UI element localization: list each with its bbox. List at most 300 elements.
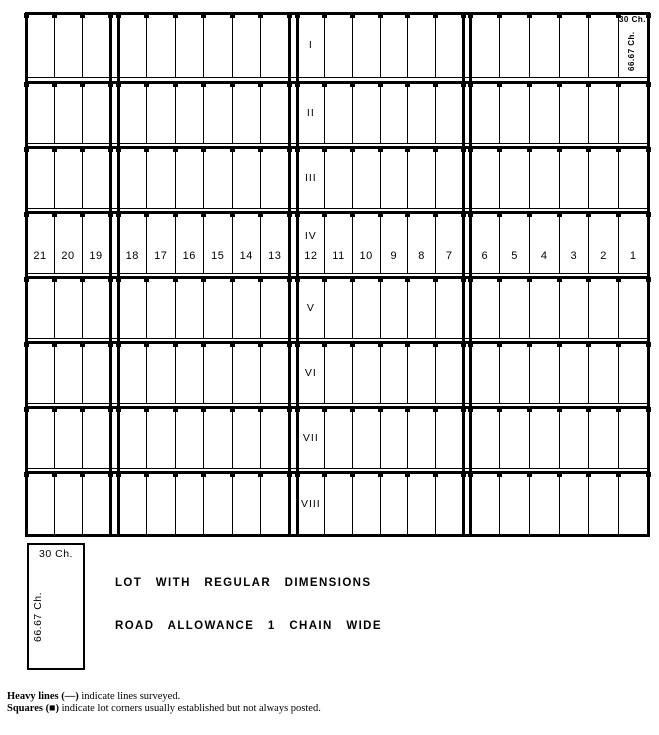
lot-line (352, 82, 353, 143)
lot-corner-square (586, 147, 591, 152)
lot-line (352, 277, 353, 338)
concession-numeral: II (306, 106, 315, 119)
lot-corner-square (616, 277, 621, 282)
lot-corner-square (646, 342, 651, 347)
lot-line (407, 147, 408, 208)
corner-lot-width-label: 30 Ch. (618, 15, 646, 24)
lot-line (499, 342, 500, 403)
surveyed-line-vertical (117, 12, 120, 537)
lot-corner-square (173, 147, 178, 152)
lot-line (324, 407, 325, 468)
lot-corner-square (116, 342, 121, 347)
lot-corner-square (24, 277, 29, 282)
lot-corner-square (230, 342, 235, 347)
lot-corner-square (461, 13, 466, 18)
lot-line (380, 277, 381, 338)
lot-corner-square (433, 13, 438, 18)
lot-line (352, 472, 353, 535)
lot-line (380, 407, 381, 468)
lot-corner-square (497, 472, 502, 477)
lot-line (529, 342, 530, 403)
lot-line (203, 13, 204, 77)
lot-line (54, 212, 55, 273)
lot-corner-square (527, 82, 532, 87)
lot-line (175, 82, 176, 143)
lot-corner-square (173, 212, 178, 217)
lot-corner-square (144, 82, 149, 87)
lot-corner-square (80, 82, 85, 87)
lot-corner-square (433, 212, 438, 217)
lot-corner-square (258, 147, 263, 152)
lot-corner-square (173, 342, 178, 347)
lot-corner-square (468, 82, 473, 87)
footnote-squares (7, 703, 321, 715)
lot-corner-square (108, 147, 113, 152)
lot-corner-square (258, 342, 263, 347)
lot-corner-square (405, 13, 410, 18)
lot-corner-square (378, 13, 383, 18)
lot-line (175, 212, 176, 273)
lot-line (146, 407, 147, 468)
lot-line (324, 342, 325, 403)
lot-corner-square (173, 13, 178, 18)
lot-line (203, 147, 204, 208)
lot-corner-square (646, 147, 651, 152)
lot-corner-square (350, 212, 355, 217)
lot-line (54, 407, 55, 468)
lot-line (54, 13, 55, 77)
lot-line (203, 407, 204, 468)
lot-line (324, 147, 325, 208)
corner-lot-depth-label: 66.67 Ch. (627, 31, 636, 71)
lot-corner-square (646, 472, 651, 477)
lot-corner-square (173, 277, 178, 282)
lot-corner-square (116, 212, 121, 217)
lot-corner-square (557, 82, 562, 87)
lot-line (324, 472, 325, 535)
lot-corner-square (80, 277, 85, 282)
lot-line (54, 82, 55, 143)
lot-line (588, 342, 589, 403)
lot-line (559, 407, 560, 468)
lot-corner-square (497, 82, 502, 87)
lot-corner-square (108, 212, 113, 217)
lot-corner-square (433, 342, 438, 347)
legend-lot-depth-label: 66.67 Ch. (32, 591, 44, 643)
lot-line (146, 277, 147, 338)
lot-corner-square (24, 13, 29, 18)
lot-corner-square (616, 472, 621, 477)
lot-corner-square (52, 407, 57, 412)
lot-line (175, 277, 176, 338)
lot-line (232, 13, 233, 77)
lot-corner-square (350, 82, 355, 87)
lot-line (407, 82, 408, 143)
lot-corner-square (80, 342, 85, 347)
lot-corner-square (116, 82, 121, 87)
lot-corner-square (616, 212, 621, 217)
lot-corner-square (350, 472, 355, 477)
lot-corner-square (378, 147, 383, 152)
lot-corner-square (287, 277, 292, 282)
lot-line (499, 472, 500, 535)
concession-bottom-line (26, 468, 648, 469)
lot-corner-square (80, 407, 85, 412)
lot-corner-square (230, 212, 235, 217)
lot-line (407, 472, 408, 535)
lot-corner-square (295, 212, 300, 217)
lot-line (352, 342, 353, 403)
concession-numeral: I (308, 39, 313, 51)
lot-line (499, 147, 500, 208)
lot-number: 17 (154, 250, 168, 262)
lot-corner-square (527, 147, 532, 152)
lot-line (588, 147, 589, 208)
lot-line (618, 277, 619, 338)
lot-corner-square (295, 82, 300, 87)
lot-line (618, 82, 619, 143)
lot-line (435, 13, 436, 77)
lot-corner-square (557, 472, 562, 477)
lot-corner-square (461, 147, 466, 152)
lot-corner-square-symbol: (■) (45, 702, 59, 714)
lot-corner-square (108, 13, 113, 18)
lot-corner-square (258, 82, 263, 87)
lot-line (260, 82, 261, 143)
lot-corner-square (287, 147, 292, 152)
lot-line (232, 472, 233, 535)
lot-corner-square (258, 472, 263, 477)
lot-corner-square (230, 277, 235, 282)
lot-corner-square (24, 147, 29, 152)
lot-line (175, 342, 176, 403)
lot-line (618, 472, 619, 535)
lot-corner-square (201, 407, 206, 412)
lot-line (435, 277, 436, 338)
lot-line (380, 212, 381, 273)
lot-line (203, 212, 204, 273)
lot-line (260, 277, 261, 338)
lot-line (324, 212, 325, 273)
lot-corner-square (646, 82, 651, 87)
lot-corner-square (350, 147, 355, 152)
lot-line (618, 407, 619, 468)
lot-corner-square (433, 277, 438, 282)
lot-corner-square (557, 13, 562, 18)
lot-corner-square (433, 407, 438, 412)
lot-line (146, 13, 147, 77)
lot-corner-square (378, 407, 383, 412)
concession-numeral: VI (304, 366, 317, 379)
lot-line (352, 407, 353, 468)
lot-corner-square (586, 342, 591, 347)
lot-line (435, 147, 436, 208)
lot-line (146, 147, 147, 208)
lot-corner-square (173, 407, 178, 412)
lot-corner-square (24, 407, 29, 412)
lot-corner-square (230, 13, 235, 18)
lot-corner-square (616, 342, 621, 347)
lot-corner-square (52, 472, 57, 477)
lot-line (499, 407, 500, 468)
lot-corner-square (461, 277, 466, 282)
lot-corner-square (646, 212, 651, 217)
lot-corner-square (144, 407, 149, 412)
lot-number: 16 (182, 250, 196, 262)
lot-line (232, 212, 233, 273)
lot-number: 4 (540, 250, 548, 262)
lot-corner-square (322, 13, 327, 18)
lot-line (618, 147, 619, 208)
lot-corner-square (116, 407, 121, 412)
concession-numeral: V (306, 301, 315, 314)
footnote-text: indicate lot corners usually established but not always posted. (61, 702, 321, 714)
lot-corner-square (405, 472, 410, 477)
lot-corner-square (287, 13, 292, 18)
lot-corner-square (295, 277, 300, 282)
lot-corner-square (405, 407, 410, 412)
lot-corner-square (80, 147, 85, 152)
lot-line (559, 342, 560, 403)
lot-corner-square (287, 212, 292, 217)
lot-line (352, 13, 353, 77)
lot-corner-square (108, 472, 113, 477)
lot-corner-square (527, 407, 532, 412)
lot-line (407, 212, 408, 273)
lot-number: 6 (481, 250, 489, 262)
lot-corner-square (586, 212, 591, 217)
lot-corner-square (116, 13, 121, 18)
lot-corner-square (586, 13, 591, 18)
lot-corner-square (350, 277, 355, 282)
lot-corner-square (557, 407, 562, 412)
lot-corner-square (497, 407, 502, 412)
lot-line (203, 472, 204, 535)
lot-line (175, 472, 176, 535)
lot-corner-square (287, 342, 292, 347)
lot-corner-square (258, 407, 263, 412)
lot-number: 8 (418, 250, 425, 262)
lot-line (529, 407, 530, 468)
lot-corner-square (24, 472, 29, 477)
surveyed-line-vertical (469, 12, 472, 537)
lot-number: 20 (61, 250, 75, 262)
lot-line (380, 147, 381, 208)
lot-corner-square (586, 472, 591, 477)
lot-corner-square (322, 212, 327, 217)
lot-corner-square (201, 147, 206, 152)
lot-line (260, 212, 261, 273)
lot-line (175, 13, 176, 77)
lot-corner-square (295, 13, 300, 18)
lot-corner-square (230, 407, 235, 412)
lot-corner-square (108, 82, 113, 87)
lot-corner-square (258, 277, 263, 282)
lot-line (529, 147, 530, 208)
lot-corner-square (527, 472, 532, 477)
legend-sample-lot-box (27, 543, 85, 670)
lot-line (435, 342, 436, 403)
lot-corner-square (378, 472, 383, 477)
lot-corner-square (80, 212, 85, 217)
lot-corner-square (468, 407, 473, 412)
lot-line (54, 277, 55, 338)
lot-number: 9 (390, 250, 398, 262)
lot-line (588, 472, 589, 535)
lot-line (499, 13, 500, 77)
lot-corner-square (405, 277, 410, 282)
footnote-text: indicate lines surveyed. (81, 691, 181, 702)
asterisk-marker: * (321, 81, 327, 93)
lot-line (54, 147, 55, 208)
lot-corner-square (258, 212, 263, 217)
lot-corner-square (468, 472, 473, 477)
lot-corner-square (230, 147, 235, 152)
lot-line (380, 472, 381, 535)
lot-corner-square (144, 342, 149, 347)
lot-line (407, 342, 408, 403)
lot-line (146, 82, 147, 143)
lot-corner-square (433, 147, 438, 152)
surveyed-line-vertical (25, 12, 28, 537)
concession-bottom-line (26, 77, 648, 78)
lot-line (559, 472, 560, 535)
lot-line (559, 212, 560, 273)
lot-corner-square (527, 13, 532, 18)
lot-corner-square (80, 13, 85, 18)
lot-line (232, 407, 233, 468)
concession-bottom-line (26, 143, 648, 144)
lot-corner-square (230, 82, 235, 87)
lot-corner-square (586, 82, 591, 87)
lot-number: 3 (570, 250, 578, 262)
lot-corner-square (468, 277, 473, 282)
lot-corner-square (116, 472, 121, 477)
lot-line (529, 472, 530, 535)
lot-corner-square (52, 147, 57, 152)
lot-corner-square (405, 212, 410, 217)
lot-corner-square (461, 342, 466, 347)
lot-line (82, 342, 83, 403)
lot-corner-square (287, 472, 292, 477)
concession-numeral: VII (302, 431, 319, 444)
lot-number: 14 (239, 250, 253, 262)
lot-line (232, 82, 233, 143)
lot-line (82, 13, 83, 77)
lot-corner-square (295, 472, 300, 477)
lot-corner-square (586, 277, 591, 282)
lot-line (435, 407, 436, 468)
footnote-heavy-lines (7, 691, 321, 703)
lot-line (407, 13, 408, 77)
lot-corner-square (287, 407, 292, 412)
lot-corner-square (616, 147, 621, 152)
surveyed-line-vertical (462, 12, 465, 537)
lot-corner-square (24, 212, 29, 217)
lot-number: 21 (33, 250, 47, 262)
lot-corner-square (461, 472, 466, 477)
lot-corner-square (468, 13, 473, 18)
surveyed-line-vertical (288, 12, 291, 537)
lot-corner-square (527, 277, 532, 282)
lot-number: 12 (304, 250, 318, 262)
lot-line (352, 147, 353, 208)
lot-line (82, 277, 83, 338)
lot-line (146, 212, 147, 273)
lot-corner-square (201, 212, 206, 217)
lot-corner-square (80, 472, 85, 477)
lot-line (588, 407, 589, 468)
lot-corner-square (557, 277, 562, 282)
lot-line (380, 342, 381, 403)
lot-corner-square (461, 212, 466, 217)
lot-number: 19 (89, 250, 103, 262)
surveyed-line-vertical (109, 12, 112, 537)
lot-corner-square (201, 13, 206, 18)
lot-corner-square (557, 212, 562, 217)
lot-number: 1 (629, 250, 637, 262)
lot-line (588, 277, 589, 338)
lot-line (529, 13, 530, 77)
lot-corner-square (108, 342, 113, 347)
lot-corner-square (24, 342, 29, 347)
lot-line (203, 82, 204, 143)
lot-corner-square (52, 13, 57, 18)
heavy-line-symbol: (—) (61, 691, 79, 702)
lot-corner-square (350, 13, 355, 18)
lot-corner-square (52, 212, 57, 217)
lot-line (54, 472, 55, 535)
lot-number: 5 (511, 250, 518, 262)
lot-corner-square (616, 407, 621, 412)
concession-numeral: III (304, 171, 317, 184)
lot-corner-square (295, 407, 300, 412)
lot-line (559, 147, 560, 208)
concession-numeral: VIII (300, 497, 321, 510)
lot-line (588, 82, 589, 143)
lot-line (146, 342, 147, 403)
lot-corner-square (433, 472, 438, 477)
lot-corner-square (144, 212, 149, 217)
footnote-lead: Heavy lines (7, 691, 59, 702)
lot-line (407, 277, 408, 338)
lot-corner-square (378, 342, 383, 347)
lot-corner-square (52, 277, 57, 282)
lot-corner-square (116, 147, 121, 152)
lot-line (529, 277, 530, 338)
lot-line (435, 212, 436, 273)
lot-line (82, 82, 83, 143)
lot-corner-square (527, 342, 532, 347)
legend-lot-width-label: 30 Ch. (39, 548, 73, 560)
lot-corner-square (497, 147, 502, 152)
lot-corner-square (557, 147, 562, 152)
lot-corner-square (557, 342, 562, 347)
lot-number: 18 (125, 250, 139, 262)
lot-line (324, 277, 325, 338)
lot-line (618, 342, 619, 403)
lot-line (529, 82, 530, 143)
lot-corner-square (616, 82, 621, 87)
lot-line (435, 472, 436, 535)
lot-number: 10 (359, 250, 373, 262)
lot-corner-square (52, 82, 57, 87)
lot-line (203, 342, 204, 403)
lot-number: 7 (445, 250, 453, 262)
lot-line (529, 212, 530, 273)
lot-line (324, 13, 325, 77)
lot-line (380, 13, 381, 77)
